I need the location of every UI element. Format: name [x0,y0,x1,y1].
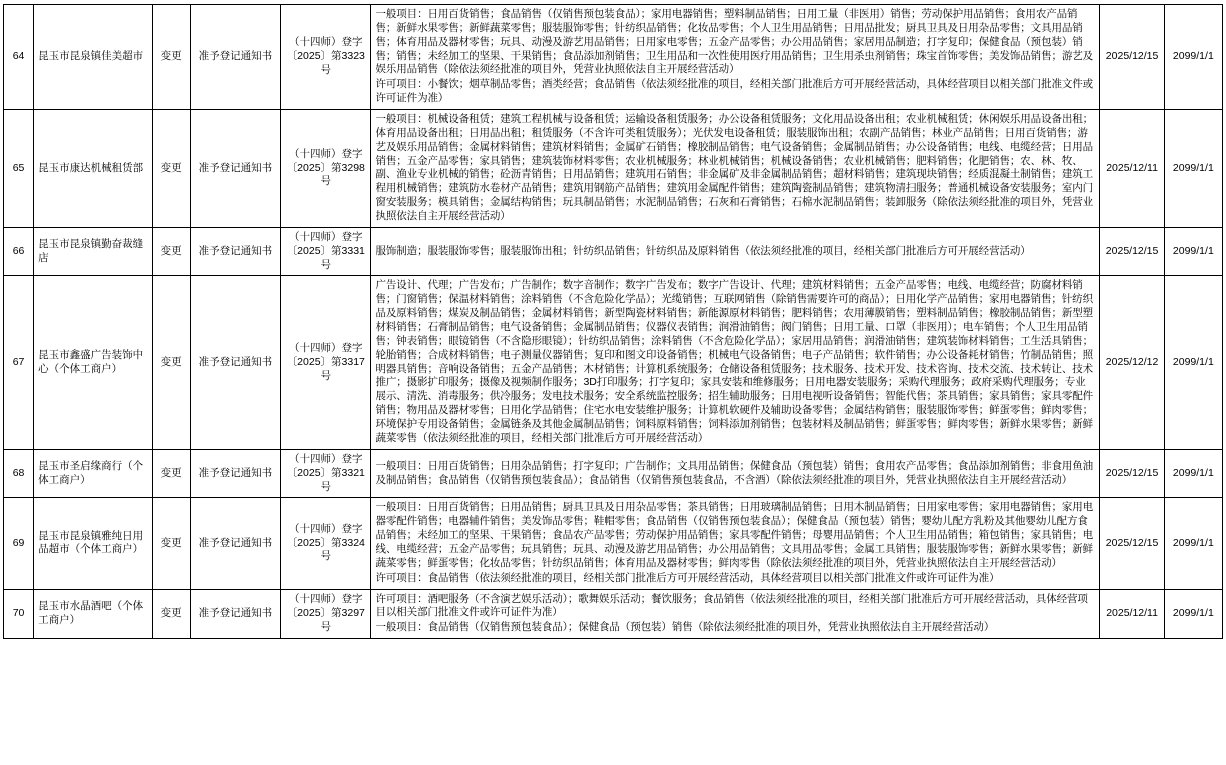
cell-seq: 66 [4,227,34,276]
cell-business-scope [371,276,1100,449]
cell-doc-number: （十四师）登字〔2025〕第3323号 [281,5,371,110]
cell-date-end: 2099/1/1 [1164,227,1222,276]
scope-paragraph: 许可项目：酒吧服务（不含演艺娱乐活动）；歌舞娱乐活动；餐饮服务；食品销售（依法须经批准的项目，经相关部门批准后方可开展经营活动，具体经营项目以相关部门批准文件或许可证件为准） [375,592,1088,619]
cell-name: 昆玉市圣启缘商行（个体工商户） [34,449,152,498]
cell-business-scope [371,110,1100,228]
cell-type: 变更 [152,449,190,498]
cell-business-scope [371,498,1100,589]
cell-doc-number: （十四师）登字〔2025〕第3331号 [281,227,371,276]
scope-paragraph: 一般项目：食品销售（仅销售预包装食品）；保健食品（预包装）销售（除依法须经批准的项目外，凭营业执照依法自主开展经营活动） [375,621,995,634]
cell-business-scope [371,589,1100,639]
scope-paragraph: 许可项目：小餐饮；烟草制品零售；酒类经营；食品销售（依法须经批准的项目，经相关部门批准后方可开展经营活动，具体经营项目以相关部门批准文件或许可证件为准） [375,78,1094,105]
cell-business-scope [371,449,1100,498]
cell-date-start: 2025/12/12 [1100,276,1164,449]
cell-doc-type: 准予登记通知书 [190,5,280,110]
cell-date-end: 2099/1/1 [1164,110,1222,228]
cell-doc-type: 准予登记通知书 [190,110,280,228]
cell-date-end: 2099/1/1 [1164,498,1222,589]
table-row [4,110,1223,228]
cell-seq: 64 [4,5,34,110]
scope-paragraph: 一般项目：日用百货销售；食品销售（仅销售预包装食品）；家用电器销售；塑料制品销售；日用工量（非医用）销售；劳动保护用品销售；食用农产品销售；新鲜水果零售；新鲜蔬菜零售；服装服饰零售；针纺织品销售；化妆品零售；个人卫生用品销售；日用品批发；厨具卫具及日用杂品零售；文具用品销售；体育用品及器材零售；玩具、动漫及游艺用品销售；日用家电零售；五金产品零售；办公用品销售；家居用品制造；打字复印；保健食品（预包装）销售；销售；未经加工的坚果、干果销售；食品添加剂销售；卫生用品和一次性使用医疗用品销售；卫生用杀虫剂销售；珠宝首饰零售；美发饰品销售；游艺及娱乐用品销售（除依法须经批准的项目外，凭营业执照依法自主开展经营活动） [375,8,1094,76]
table-row [4,589,1223,639]
cell-date-start: 2025/12/15 [1100,227,1164,276]
cell-name: 昆玉市康达机械租赁部 [34,110,152,228]
cell-type: 变更 [152,5,190,110]
cell-date-start: 2025/12/11 [1100,110,1164,228]
table-row [4,449,1223,498]
table-row [4,5,1223,110]
cell-date-end: 2099/1/1 [1164,449,1222,498]
scope-paragraph: 服饰制造；服装服饰零售；服装服饰出租；针纺织品销售；针纺织品及原料销售（依法须经批准的项目，经相关部门批准后方可开展经营活动） [375,244,1031,257]
cell-doc-number: （十四师）登字〔2025〕第3324号 [281,498,371,589]
cell-doc-number: （十四师）登字〔2025〕第3317号 [281,276,371,449]
cell-date-start: 2025/12/11 [1100,589,1164,639]
cell-doc-type: 准予登记通知书 [190,449,280,498]
cell-date-start: 2025/12/15 [1100,498,1164,589]
cell-name: 昆玉市昆泉镇佳美超市 [34,5,152,110]
cell-doc-number: （十四师）登字〔2025〕第3298号 [281,110,371,228]
table-row [4,498,1223,589]
cell-type: 变更 [152,498,190,589]
cell-name: 昆玉市昆泉镇雅纯日用品超市（个体工商户） [34,498,152,589]
cell-type: 变更 [152,227,190,276]
scope-paragraph: 许可项目：食品销售（依法须经批准的项目，经相关部门批准后方可开展经营活动，具体经营项目以相关部门批准文件或许可证件为准） [375,571,1000,584]
scope-paragraph: 一般项目：日用百货销售；日用杂品销售；打字复印；广告制作；文具用品销售；保健食品（预包装）销售；食用农产品零售；食品添加剂销售；非食用鱼油及制品销售；食品销售（仅销售预包装食品）；食品销售（仅销售预包装食品，不含酒）（除依法须经批准的项目外，凭营业执照依法自主开展经营活动） [375,459,1094,486]
cell-business-scope [371,5,1100,110]
cell-date-start: 2025/12/15 [1100,5,1164,110]
scope-paragraph: 广告设计、代理；广告发布；广告制作；数字音制作；数字广告发布；数字广告设计、代理；建筑材料销售；五金产品零售；电线、电缆经营；防腐材料销售；门窗销售；保温材料销售；涂料销售（不含危险化学品）；光缆销售；互联网销售（除销售需要许可的商品）；日用化学产品销售；家用电器销售；针纺织品及原料销售；煤炭及制品销售；金属材料销售；新型陶瓷材料销售；新能源原材料销售；肥料销售；农用薄膜销售；塑料制品销售；橡胶制品销售；新型塑材料销售；石膏制品销售；电气设备销售；金属制品销售；仪器仪表销售；润滑油销售；阀门销售；日用工量、口罩（非医用）；电车销售；个人卫生用品销售；钟表销售；眼镜销售（不含隐形眼镜）；针纺织品销售；涂料销售（不含危险化学品）；家居用品销售；润滑油销售；建筑装饰材料销售；工生活具销售；轮胎销售；合成材料销售；电子测量仪器销售；复印和图文印设备销售；机械电气设备销售；电子产品销售；软件销售；办公设备耗材销售；竹制品销售；照明器具销售；音响设备销售；五金产品销售；木材销售；计算机系统服务；仓储设备租赁服务；技术服务、技术开发、技术咨询、技术交流、技术转让、技术推广；摄影扩印服务；摄像及视频制作服务；3D打印服务；打字复印；家具安装和维修服务；日用电器安装服务；采购代理服务；政府采购代理服务；专业展示、清洗、消毒服务；供冷服务；发电技术服务；安全系统监控服务；招生辅助服务；日用电视听设备销售；智能代售；茶具销售；家具销售；家具零配件销售；物用品及器材零售；日用化学品销售；住宅水电安装维护服务；计算机软硬件及辅助设备零售；金属结构销售；服装服饰零售；鲜蛋零售；鲜肉零售；环境保护专用设备销售；金属链条及其他金属制品销售；饲料原料销售；饲料添加剂销售；包装材料及制品销售；鲜蛋零售；鲜肉零售；新鲜水果零售；新鲜蔬菜零售（依法须经批准的项目，经相关部门批准后方可开展经营活动） [375,279,1094,444]
cell-doc-type: 准予登记通知书 [190,227,280,276]
cell-seq: 70 [4,589,34,639]
scope-paragraph: 一般项目：日用百货销售；日用品销售；厨具卫具及日用杂品零售；茶具销售；日用玻璃制品销售；日用木制品销售；日用家电零售；家用电器销售；家用电器零配件销售；电器辅件销售；美发饰品零售；鞋帽零售；食品销售（仅销售预包装食品）；保健食品（预包装）销售；婴幼儿配方乳粉及其他婴幼儿配方食品销售；未经加工的坚果、干果销售；食品农产品零售；劳动保护用品销售；家具零配件销售；母婴用品销售；个人卫生用品销售；箱包销售；家具销售；电线、电缆经营；五金产品零售；玩具销售；玩具、动漫及游艺用品销售；办公用品销售；文具用品零售；金属工具销售；服装服饰零售；新鲜水果零售；新鲜蔬菜零售；鲜蛋零售；化妆品零售；针纺织品销售；体育用品及器材零售；鲜肉零售（除依法须经批准的项目外，凭营业执照依法自主开展经营活动） [375,501,1094,569]
cell-seq: 65 [4,110,34,228]
cell-doc-type: 准予登记通知书 [190,276,280,449]
cell-type: 变更 [152,589,190,639]
document-page [0,4,1226,765]
scope-paragraph: 一般项目：机械设备租赁；建筑工程机械与设备租赁；运输设备租赁服务；办公设备租赁服务；文化用品设备出租；农业机械租赁；休闲娱乐用品设备出租；体育用品设备出租；日用品出租；租赁服务（不含许可类租赁服务）；光伏发电设备租赁；服装服饰出租；农副产品销售；林业产品销售；日用百货销售；游艺及娱乐用品销售；金属材料销售；建筑材料销售；金属矿石销售；橡胶制品销售；电气设备销售；金属制品销售；办公设备销售；电线、电缆经营；日用品销售；五金产品零售；家具销售；建筑装饰材料零售；农业机械服务；林业机械销售；机械设备销售；农业机械销售；肥料销售；化肥销售；农、林、牧、副、渔业专业机械的销售；砼沥青销售；日用品销售；建筑用石销售；非金属矿及非金属制品销售；超材料销售；建筑现块销售；经质混凝土制销售；建筑工程用机械销售；建筑防水卷材产品销售；建筑用钢筋产品销售；建筑用金属配件销售；建筑陶瓷制品销售；建筑物清扫服务；普通机械设备安装服务；室内门窗安装服务；模具销售；金属结构销售；玩具制品销售；水泥制品销售；石灰和石膏销售；石棉水泥制品销售；装卸服务（除依法须经批准的项目外，凭营业执照依法自主开展经营活动） [375,113,1094,223]
cell-name: 昆玉市水晶酒吧（个体工商户） [34,589,152,639]
cell-name: 昆玉市昆泉镇勤奋裁缝店 [34,227,152,276]
cell-date-end: 2099/1/1 [1164,5,1222,110]
cell-seq: 68 [4,449,34,498]
cell-doc-type: 准予登记通知书 [190,498,280,589]
cell-type: 变更 [152,276,190,449]
table-body [4,5,1223,639]
cell-doc-number: （十四师）登字〔2025〕第3297号 [281,589,371,639]
cell-seq: 67 [4,276,34,449]
cell-date-start: 2025/12/15 [1100,449,1164,498]
cell-doc-type: 准予登记通知书 [190,589,280,639]
table-row [4,227,1223,276]
cell-business-scope [371,227,1100,276]
cell-date-end: 2099/1/1 [1164,589,1222,639]
registration-table [3,4,1223,639]
table-row [4,276,1223,449]
cell-date-end: 2099/1/1 [1164,276,1222,449]
cell-type: 变更 [152,110,190,228]
cell-name: 昆玉市鑫盛广告装饰中心（个体工商户） [34,276,152,449]
cell-doc-number: （十四师）登字〔2025〕第3321号 [281,449,371,498]
cell-seq: 69 [4,498,34,589]
